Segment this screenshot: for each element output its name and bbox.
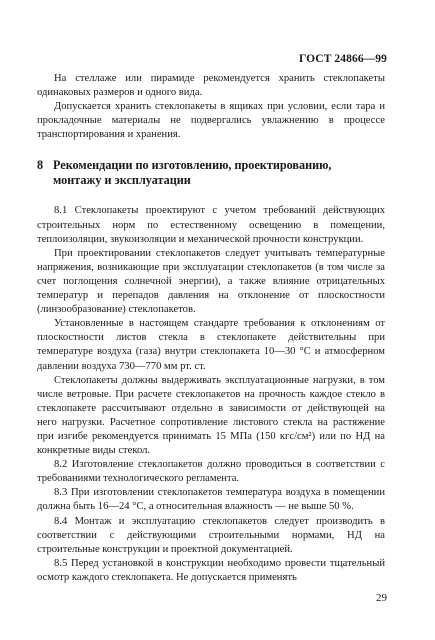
paragraph-storage-rack: На стеллаже или пирамиде рекомендуется хранить стеклопакеты одинаковых размеров и одного вида. <box>37 73 385 99</box>
paragraph-8-5: 8.5 Перед установкой в конструкции необходимо провести тщательный осмотр каждого стеклопакета. Не допускается применять <box>37 557 385 583</box>
paragraph-8-4: 8.4 Монтаж и эксплуатацию стеклопакетов следует производить в соответствии с действующими строительными нормами, НД на строительные конструкции и проектной документацией. <box>37 515 385 555</box>
section-heading <box>37 158 385 188</box>
paragraph-8-3: 8.3 При изготовлении стеклопакетов температура воздуха в помещении должна быть 16—24 °С, а относительная влажность — не выше 50 %. <box>37 487 385 513</box>
section-number: 8 <box>37 158 44 173</box>
section-title-line1: Рекомендации по изготовлению, проектированию, <box>53 158 332 173</box>
document-body <box>37 72 385 585</box>
paragraph-design-stresses: При проектировании стеклопакетов следует учитывать температурные напряжения, возникающие при эксплуатации стеклопакетов (в том числе за счет поглощения солнечной энергии), а также влияние отрицательных температур и перепадов давления на отклонение от плоскостности (линзообразование) стеклопакетов. <box>37 247 385 316</box>
paragraph-flatness-requirements: Установленные в настоящем стандарте требования к отклонениям от плоскостности листов стекла в стеклопакете действительны при температуре воздуха (газа) внутри стеклопакета 10—30 °С и атмосферном давлении воздуха 730—770 мм рт. ст. <box>37 318 385 372</box>
paragraph-storage-boxes: Допускается хранить стеклопакеты в ящиках при условии, если тара и прокладочные материалы не подвергались увлажнению в процессе транспортирования и хранения. <box>37 101 385 141</box>
paragraph-8-2: 8.2 Изготовление стеклопакетов должно проводиться в соответствии с требованиями технологического регламента. <box>37 459 385 485</box>
paragraph-8-1: 8.1 Стеклопакеты проектируют с учетом требований действующих строительных норм по естественному освещению в помещении, теплоизоляции, звукоизоляции и механической прочности конструкции. <box>37 205 385 245</box>
page-number: 29 <box>376 592 387 604</box>
paragraph-loads: Стеклопакеты должны выдерживать эксплуатационные нагрузки, в том числе ветровые. При расчете стеклопакетов на прочность каждое стекло в стеклопакете рассчитывают отдельно в зависимости от действующей на него нагрузки. Расчетное сопротивление листового стекла на растяжение при изгибе рекомендуется принимать 15 МПа (150 кгс/см²) или по НД на конкретные виды стекол. <box>37 374 385 457</box>
document-standard-id: ГОСТ 24866—99 <box>298 53 387 65</box>
section-title-line2: монтажу и эксплуатации <box>53 173 191 188</box>
